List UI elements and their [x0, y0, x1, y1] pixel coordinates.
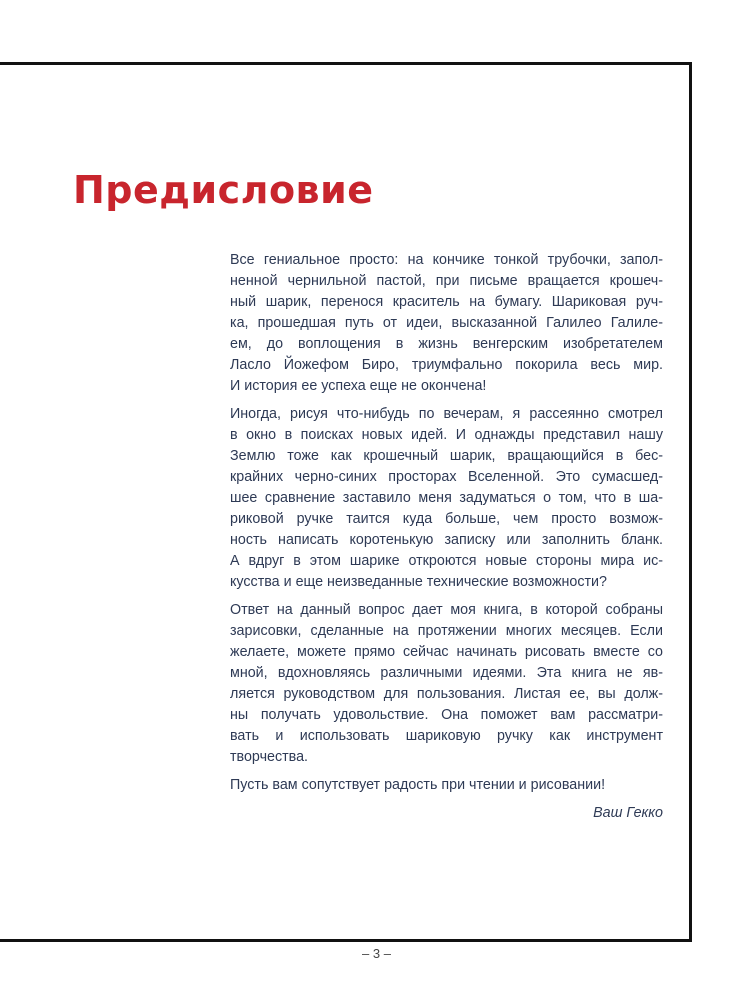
text-line: мной, вдохновляясь различными идеями. Эта книга не яв-: [230, 665, 663, 681]
text-line: шее сравнение заставило меня задуматься о том, что в ша-: [230, 490, 663, 506]
text-line: риковой ручке таится куда больше, чем просто возмож-: [230, 511, 663, 527]
paragraph: [230, 404, 663, 593]
text-line: творчества.: [230, 749, 309, 765]
text-line: ненной чернильной пастой, при письме вращается крошеч-: [230, 273, 663, 289]
text-line: ный шарик, перенося краситель на бумагу. Шариковая руч-: [230, 294, 663, 310]
text-line: ность написать коротенькую записку или заполнить бланк.: [230, 532, 663, 548]
text-line: крайних черно-синих просторах Вселенной. Это сумасшед-: [230, 469, 663, 485]
text-line: желаете, можете прямо сейчас начинать рисовать вместе со: [230, 644, 663, 660]
text-line: Ласло Йожефом Биро, триумфально покорила весь мир.: [230, 357, 663, 373]
text-line: ем, до воплощения в жизнь венгерским изобретателем: [230, 336, 663, 352]
text-line: Ответ на данный вопрос дает моя книга, в которой собраны: [230, 602, 663, 618]
text-line: А вдруг в этом шарике откроются новые стороны мира ис-: [230, 553, 663, 569]
frame-border-bottom: [0, 939, 692, 942]
text-line: ка, прошедшая путь от идеи, высказанной Галилео Галиле-: [230, 315, 663, 331]
preface-text: [230, 250, 663, 824]
text-line: ляется руководством для пользования. Листая ее, вы долж-: [230, 686, 663, 702]
text-line: вать и использовать шариковую ручку как инструмент: [230, 728, 663, 744]
frame-border-top: [0, 62, 692, 65]
paragraph: [230, 775, 663, 796]
page-number: – 3 –: [362, 946, 391, 961]
text-line: кусства и еще неизведанные технические возможности?: [230, 574, 607, 590]
text-line: Пусть вам сопутствует радость при чтении и рисовании!: [230, 777, 606, 793]
text-line: ны получать удовольствие. Она поможет вам рассматри-: [230, 707, 663, 723]
page-title: Предисловие: [73, 168, 374, 212]
text-line: Все гениальное просто: на кончике тонкой трубочки, запол-: [230, 252, 663, 268]
text-line: Иногда, рисуя что-нибудь по вечерам, я рассеянно смотрел: [230, 406, 663, 422]
text-line: Землю тоже как крошечный шарик, вращающийся в бес-: [230, 448, 663, 464]
frame-border-right: [689, 62, 692, 942]
text-line: И история ее успеха еще не окончена!: [230, 378, 487, 394]
paragraph: [230, 600, 663, 768]
text-line: в окно в поисках новых идей. И однажды представил нашу: [230, 427, 663, 443]
paragraph: [230, 250, 663, 397]
text-line: зарисовки, сделанные на протяжении многих месяцев. Если: [230, 623, 663, 639]
signature: Ваш Гекко: [593, 805, 663, 821]
